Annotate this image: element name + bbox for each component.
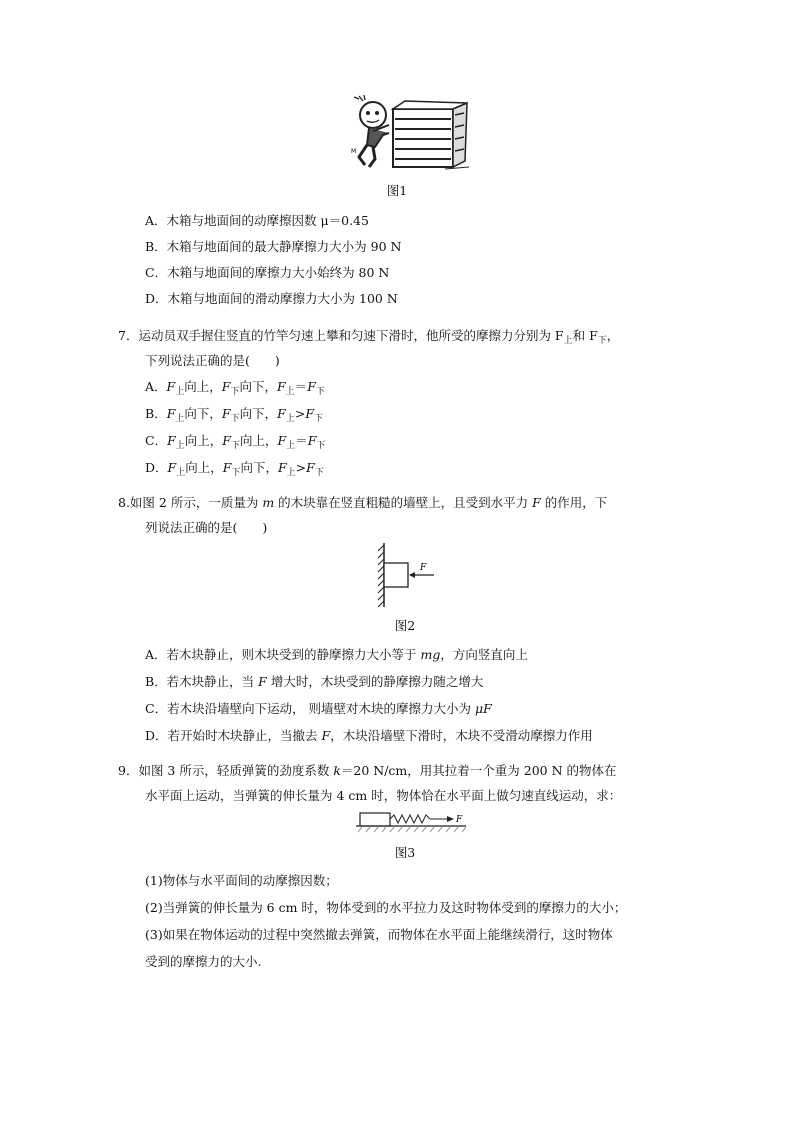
q7-option-d: D．$F_上$向上，$F_下$向下，$F_上>F_下$ (145, 460, 324, 478)
svg-text:M: M (351, 148, 357, 155)
q8-stem-line1: 8.如图 2 所示，一质量为 m 的木块靠在竖直粗糙的墙壁上，且受到水平力 F 的作用，下 (118, 495, 608, 510)
q9-sub-question-3-line2: 受到的摩擦力的大小. (145, 954, 262, 969)
figure3-force-label: F (456, 815, 463, 825)
q8-stem-line2: 列说法正确的是( ) (145, 520, 268, 535)
figure3-caption: 图3 (394, 845, 416, 860)
q9-sub-question-2: (2)当弹簧的伸长量为 6 cm 时，物体受到的水平拉力及这时物体受到的摩擦力的大小； (145, 900, 627, 915)
q8-option-c: C．若木块沿墙壁向下运动， 则墙壁对木块的摩擦力大小为 μF (145, 701, 492, 716)
q7-option-a: A．$F_上$向上，$F_下$向下，$F_上=F_下$ (145, 379, 325, 397)
figure2-block (384, 563, 408, 587)
q9-sub-question-1: (1)物体与水平面间的动摩擦因数； (145, 873, 338, 888)
q8-option-b: B．若木块静止，当 F 增大时，木块受到的静摩擦力随之增大 (145, 674, 484, 689)
figure2-force-label: F (420, 563, 427, 573)
figure1-cartoon-push-crate (345, 95, 475, 175)
q6-option-b: B．木箱与地面间的最大静摩擦力大小为 90 N (145, 239, 402, 254)
q7-stem-line2: 下列说法正确的是( ) (145, 353, 280, 368)
q9-stem-line1: 9．如图 3 所示，轻质弹簧的劲度系数 k＝20 N/cm，用其拉着一个重为 200 N 的物体在 (118, 763, 617, 778)
q9-stem-line2: 水平面上运动，当弹簧的伸长量为 4 cm 时，物体恰在水平面上做匀速直线运动，求： (145, 788, 622, 803)
q6-option-a: A．木箱与地面间的动摩擦因数 μ＝0.45 (145, 213, 369, 228)
figure2-caption: 图2 (394, 618, 416, 633)
figure2-block-on-wall (374, 543, 444, 609)
q8-option-d: D．若开始时木块静止，当撤去 F，木块沿墙壁下滑时，木块不受滑动摩擦力作用 (145, 728, 593, 743)
q6-option-c: C．木箱与地面间的摩擦力大小始终为 80 N (145, 265, 390, 280)
figure3-spring (390, 815, 430, 823)
q7-option-c: C．$F_上$向上，$F_下$向上，$F_上=F_下$ (145, 433, 326, 451)
q6-option-d: D．木箱与地面间的滑动摩擦力大小为 100 N (145, 291, 398, 306)
q9-sub-question-3-line1: (3)如果在物体运动的过程中突然撤去弹簧，而物体在水平面上能继续滑行，这时物体 (145, 927, 613, 942)
figure3-spring-block (356, 809, 468, 835)
q7-stem-line1: 7．运动员双手握住竖直的竹竿匀速上攀和匀速下滑时，他所受的摩擦力分别为 $F_上$和 $F_下$， (118, 328, 620, 346)
figure3-block (360, 813, 390, 826)
figure1-caption: 图1 (386, 183, 408, 198)
q7-option-b: B．$F_上$向下，$F_下$向下，$F_上>F_下$ (145, 406, 324, 424)
q8-option-a: A．若木块静止，则木块受到的静摩擦力大小等于 mg，方向竖直向上 (145, 647, 528, 662)
